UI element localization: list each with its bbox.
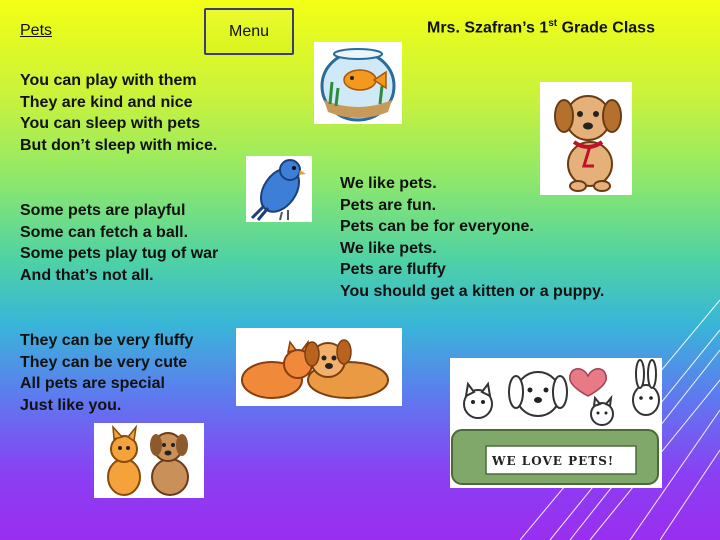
title-rest: Grade Class	[557, 19, 655, 37]
fishbowl-image	[314, 42, 402, 124]
poem-stanza-2: Some pets are playful Some can fetch a ball. Some pets play tug of war And that’s not all.	[20, 202, 219, 284]
bird-icon	[246, 156, 312, 222]
page-title	[427, 18, 655, 37]
cat-dog-icon	[236, 328, 402, 406]
title-main: Mrs. Szafran’s 1	[427, 19, 549, 37]
we-love-pets-image	[450, 358, 662, 488]
puppy-image	[540, 82, 632, 195]
menu-button[interactable]	[204, 8, 294, 55]
kitten-and-puppy-image	[94, 423, 204, 498]
kitten-puppy-icon	[94, 423, 204, 498]
menu-button-label: Menu	[228, 22, 270, 40]
fishbowl-icon	[314, 42, 402, 124]
title-superscript: st	[548, 18, 558, 29]
bird-image	[246, 156, 312, 222]
pets-group-icon	[450, 358, 662, 488]
we-love-pets-sign: WE LOVE PETS!	[492, 454, 615, 468]
pets-link[interactable]: Pets	[20, 22, 53, 39]
poem-stanza-1: You can play with them They are kind and nice You can sleep with pets But don’t sleep with mice.	[20, 72, 218, 154]
poem-stanza-4: We like pets. Pets are fun. Pets can be for everyone. We like pets. Pets are fluffy You should get a kitten or a puppy.	[340, 175, 605, 300]
puppy-icon	[540, 82, 632, 195]
heart-icon	[570, 369, 606, 396]
poem-stanza-3: They can be very fluffy They can be very cute All pets are special Just like you.	[20, 332, 194, 414]
cat-and-dog-image	[236, 328, 402, 406]
